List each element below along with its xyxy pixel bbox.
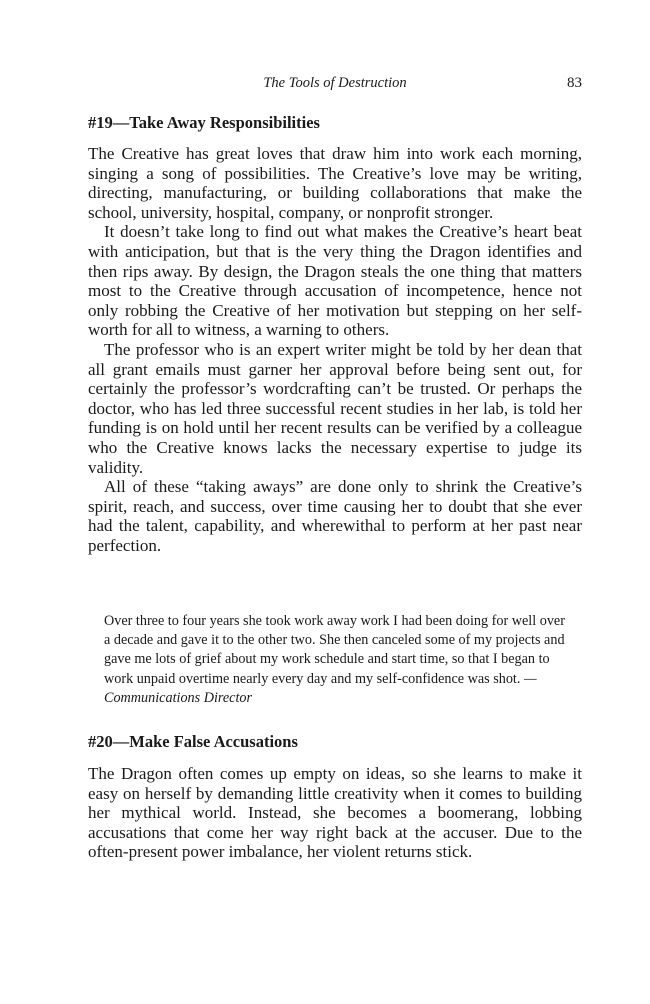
paragraph: The Creative has great loves that draw him into work each morning, singing a song of possibilities. The Creative’s love may be writing, directing, manufacturing, or building collaborations that make the school, university, hospital, company, or nonprofit stronger. (88, 144, 582, 222)
page-number: 83 (567, 75, 582, 91)
running-title: The Tools of Destruction (263, 75, 407, 91)
paragraph: The professor who is an expert writer might be told by her dean that all grant emails must garner her approval before being sent out, for certainly the professor’s wordcrafting can’t be trusted. Or perhaps the doctor, who has led three successful recent studies in her lab, is told her funding is on hold until her recent results can be verified by a colleague who the Creative knows lacks the necessary expertise to judge its validity. (88, 339, 582, 477)
paragraph: It doesn’t take long to find out what makes the Creative’s heart beat with anticipation, but that is the very thing the Dragon identifies and then rips away. By design, the Dragon steals the one thing that matters most to the Creative through accusation of incompetence, hence not only robbing the Creative of her motivation but stepping on her self-worth for all to witness, a warning to others. (88, 222, 582, 340)
section-19-body (88, 144, 582, 555)
paragraph: All of these “taking aways” are done only to shrink the Creative’s spirit, reach, and success, over time causing her to doubt that she ever had the talent, capability, and wherewithal to perform at her past near perfection. (88, 477, 582, 555)
section-20-body (88, 764, 582, 862)
running-head (88, 75, 582, 95)
section-heading-20: #20—Make False Accusations (88, 732, 298, 751)
quote-attribution: —Communications Director (104, 670, 537, 706)
paragraph: The Dragon often comes up empty on ideas, so she learns to make it easy on herself by demanding little creativity when it comes to building her mythical world. Instead, she becomes a boomerang, lobbing accusations that come her way right back at the accuser. Due to the often-present power imbalance, her violent returns stick. (88, 764, 582, 862)
block-quote (104, 612, 566, 708)
section-heading-19: #19—Take Away Responsibilities (88, 113, 320, 132)
quote-text: Over three to four years she took work away work I had been doing for well over a decade and gave it to the other two. She then canceled some of my projects and gave me lots of grief about my work schedule and start time, so that I began to work unpaid overtime nearly every day and my self-confidence was shot. (104, 613, 565, 687)
